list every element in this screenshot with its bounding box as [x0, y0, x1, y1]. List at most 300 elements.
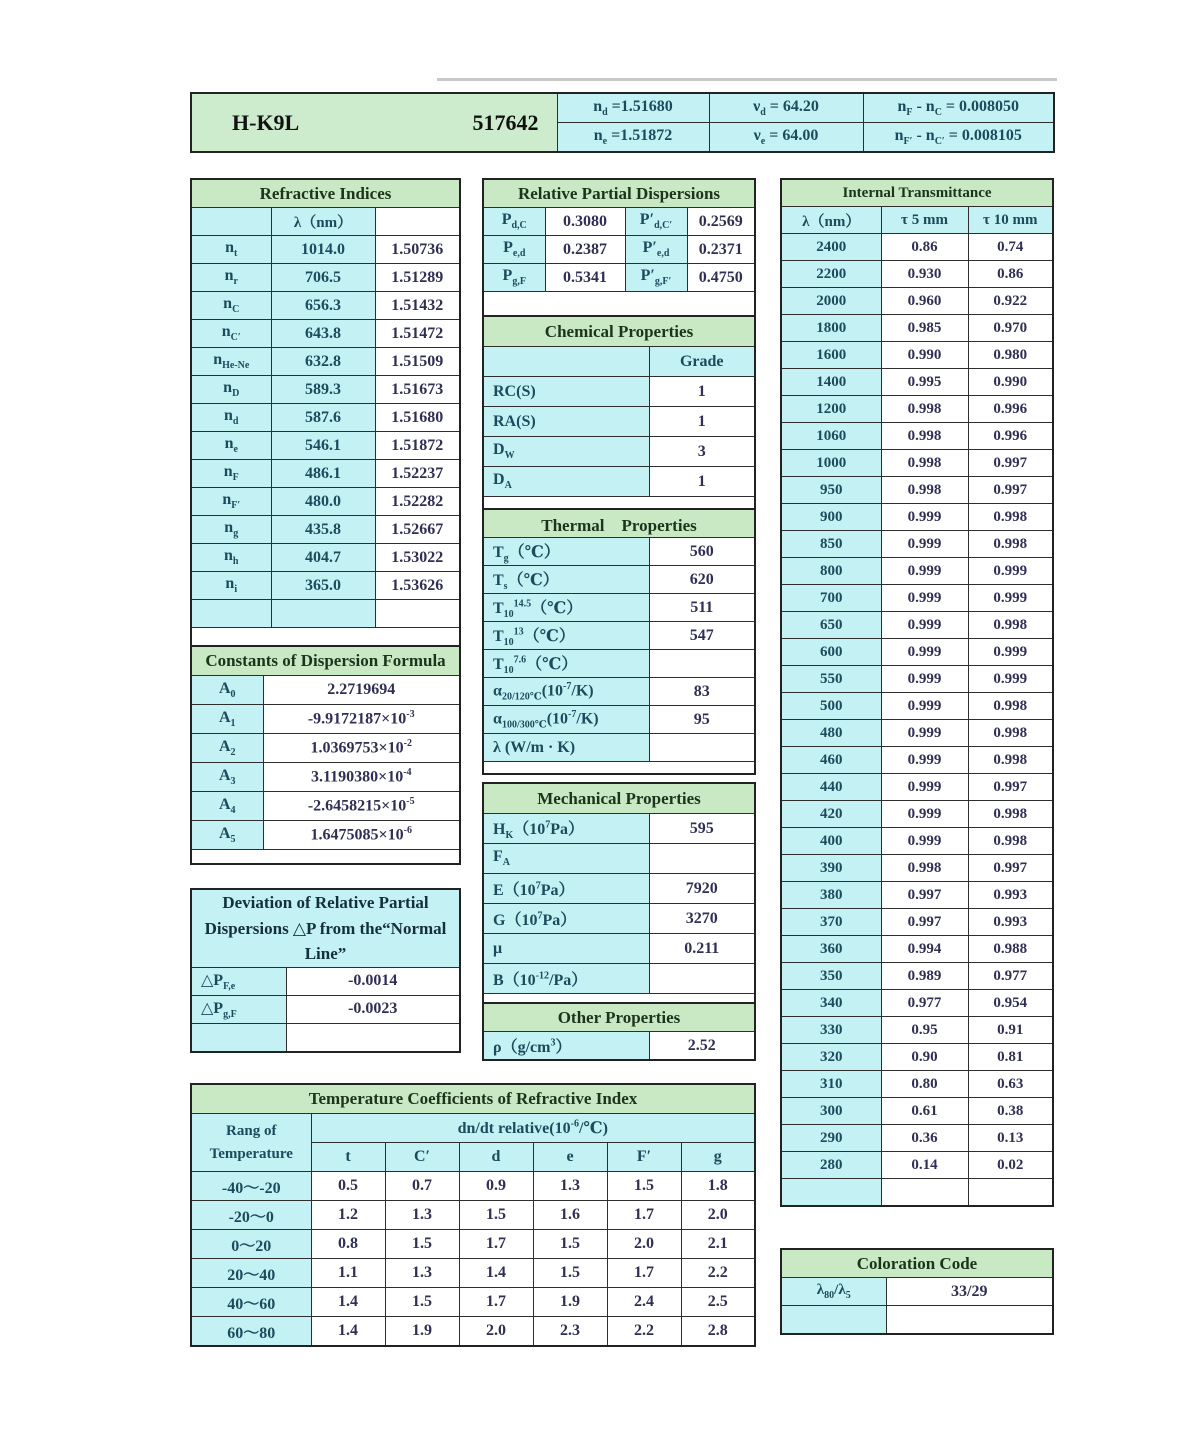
table-cell: 1.7 [607, 1259, 681, 1288]
table-cell [649, 650, 755, 678]
table-cell: 1.7 [459, 1230, 533, 1259]
table-cell: 0.95 [881, 1017, 968, 1044]
table-cell: 95 [649, 706, 755, 734]
table-row [483, 734, 755, 762]
table-row [191, 600, 460, 628]
table-row [781, 963, 1053, 990]
table-row [483, 1032, 755, 1061]
table-cell: $n_{F'}$ [191, 488, 271, 516]
section-title: Chemical Properties [483, 316, 755, 347]
table-row [781, 315, 1053, 342]
table-cell: 290 [781, 1125, 881, 1152]
table-cell: 1 [649, 377, 755, 407]
table-row [191, 292, 460, 320]
table-cell: 587.6 [271, 404, 375, 432]
table-cell: 1400 [781, 369, 881, 396]
table-row [191, 404, 460, 432]
table-row [781, 801, 1053, 828]
table-cell: 0.998 [881, 423, 968, 450]
table-cell: 1.50736 [375, 236, 460, 264]
table-row [781, 990, 1053, 1017]
table-row [781, 1125, 1053, 1152]
table-cell: 1.9 [533, 1288, 607, 1317]
table-row [483, 650, 755, 678]
mechanical-properties-section [482, 782, 756, 1007]
table-row [191, 264, 460, 292]
table-cell: -0.0023 [286, 995, 460, 1023]
table-cell: $P'_{e,d}$ [625, 236, 687, 264]
table-cell: 1.52667 [375, 516, 460, 544]
table-cell: $-9.9172187\times 10^{-3}$ [263, 705, 460, 734]
table-cell: 1.51872 [375, 432, 460, 460]
table-cell: 0.74 [968, 234, 1053, 261]
table-row [191, 516, 460, 544]
table-row [191, 1172, 755, 1201]
table-cell: 0.999 [881, 720, 968, 747]
table-cell: 0.998 [881, 477, 968, 504]
table-row [191, 792, 460, 821]
dndt-header: dn/dt $relative(10^{-6}/℃)$ [311, 1114, 755, 1143]
table-row [191, 705, 460, 734]
table-row [483, 377, 755, 407]
table-cell: $A_4$ [191, 792, 263, 821]
table-cell: 0.998 [881, 396, 968, 423]
section-title: Other Properties [483, 1003, 755, 1032]
table-cell: 950 [781, 477, 881, 504]
table-cell: $G(10^7Pa)$ [483, 904, 649, 934]
table-row [781, 1017, 1053, 1044]
table-row [781, 342, 1053, 369]
table-cell: 0.997 [881, 882, 968, 909]
table-cell: 0.997 [968, 450, 1053, 477]
table-row [483, 594, 755, 622]
table-row [781, 828, 1053, 855]
table-cell: $P'_{d,C'}$ [625, 208, 687, 236]
table-cell: 0.999 [881, 639, 968, 666]
table-cell: 0.90 [881, 1044, 968, 1071]
table-row [191, 320, 460, 348]
table-cell: 850 [781, 531, 881, 558]
table-cell: $n_t$ [191, 236, 271, 264]
table-cell: 1.3 [385, 1259, 459, 1288]
table-cell: 0.985 [881, 315, 968, 342]
table-cell: 0.9 [459, 1172, 533, 1201]
table-row [191, 93, 1054, 123]
grade-header: Grade [649, 347, 755, 377]
table-cell: 2.2 [681, 1259, 755, 1288]
table-row [191, 432, 460, 460]
table-row [781, 504, 1053, 531]
table-cell: 2400 [781, 234, 881, 261]
table-cell: 320 [781, 1044, 881, 1071]
table-cell: $n_C$ [191, 292, 271, 320]
table-cell: 1.5 [533, 1230, 607, 1259]
table-cell: 420 [781, 801, 881, 828]
table-cell: 0.922 [968, 288, 1053, 315]
table-cell: 2.52 [649, 1032, 755, 1061]
table-cell: $\triangle P_{g,F}$ [191, 995, 286, 1023]
table-cell: 1.51289 [375, 264, 460, 292]
table-cell: 0.999 [968, 585, 1053, 612]
table-row [781, 369, 1053, 396]
table-row [191, 1230, 755, 1259]
table-cell: 20～40 [191, 1259, 311, 1288]
table-cell: 1.4 [311, 1317, 385, 1347]
table-cell: 706.5 [271, 264, 375, 292]
table-cell: 1800 [781, 315, 881, 342]
table-cell [968, 1179, 1053, 1207]
table-row [781, 1179, 1053, 1207]
table-cell: 360 [781, 936, 881, 963]
table-row [483, 316, 755, 347]
table-row [191, 646, 460, 676]
lambda-header: λ（nm） [781, 207, 881, 234]
table-cell: $n_D$ [191, 376, 271, 404]
table-row [191, 1201, 755, 1230]
table-cell: -0.0014 [286, 967, 460, 995]
table-cell: 0.999 [881, 747, 968, 774]
section-title: Internal Transmittance [781, 179, 1053, 207]
table-cell: 0.997 [968, 774, 1053, 801]
table-cell: $P_{d,C}$ [483, 208, 545, 236]
table-row [781, 207, 1053, 234]
abbe-ve-value: $\nu_e = 64.00$ [709, 123, 863, 153]
table-cell: 0.998 [968, 531, 1053, 558]
table-cell: 0.999 [881, 693, 968, 720]
table-cell: $n_{C'}$ [191, 320, 271, 348]
table-row [483, 814, 755, 844]
table-cell: 1000 [781, 450, 881, 477]
table-row [191, 236, 460, 264]
table-row [483, 934, 755, 964]
table-cell: 1.53626 [375, 572, 460, 600]
table-cell: 0.999 [881, 828, 968, 855]
table-cell: 0.998 [968, 612, 1053, 639]
table-cell: 300 [781, 1098, 881, 1125]
table-cell: 2.2719694 [263, 676, 460, 705]
table-cell: 0.993 [968, 882, 1053, 909]
table-cell: 0.977 [968, 963, 1053, 990]
table-row [781, 477, 1053, 504]
table-row [483, 264, 755, 292]
section-title: Mechanical Properties [483, 783, 755, 814]
table-cell: $\alpha_{100/300℃}(10^{-7}/K)$ [483, 706, 649, 734]
table-cell: 2.0 [607, 1230, 681, 1259]
table-cell: 0.980 [968, 342, 1053, 369]
coloration-code-section [780, 1248, 1054, 1335]
table-cell: 0.997 [968, 855, 1053, 882]
table-cell: $B(10^{-12}/Pa)$ [483, 964, 649, 994]
table-cell: 310 [781, 1071, 881, 1098]
table-cell: 0.999 [968, 666, 1053, 693]
table-cell [375, 600, 460, 628]
tau10-header: τ 10 mm [968, 207, 1053, 234]
table-cell: $n_F$ [191, 460, 271, 488]
table-cell: μ [483, 934, 649, 964]
table-cell: 3 [649, 437, 755, 467]
table-row [781, 666, 1053, 693]
table-cell: 0.80 [881, 1071, 968, 1098]
table-row [483, 509, 755, 538]
table-cell: 632.8 [271, 348, 375, 376]
table-cell: 0.2569 [687, 208, 755, 236]
chemical-properties-section [482, 315, 756, 512]
table-row [483, 762, 755, 775]
table-cell [191, 1023, 286, 1052]
table-row [483, 1003, 755, 1032]
table-cell: 656.3 [271, 292, 375, 320]
table-row [781, 288, 1053, 315]
table-row [191, 889, 460, 967]
table-row [781, 855, 1053, 882]
table-cell: 900 [781, 504, 881, 531]
table-cell: $n_e$ [191, 432, 271, 460]
table-row [781, 747, 1053, 774]
table-cell: 390 [781, 855, 881, 882]
table-cell: 435.8 [271, 516, 375, 544]
table-cell: 1.3 [385, 1201, 459, 1230]
table-cell: 1.51680 [375, 404, 460, 432]
table-row [781, 531, 1053, 558]
table-cell: 0.7 [385, 1172, 459, 1201]
table-cell: 0.61 [881, 1098, 968, 1125]
table-row [483, 844, 755, 874]
table-cell: 2200 [781, 261, 881, 288]
table-cell: 550 [781, 666, 881, 693]
line-header-e: e [533, 1143, 607, 1172]
table-row [191, 179, 460, 208]
table-cell: 0.02 [968, 1152, 1053, 1179]
temperature-coefficients-section [190, 1083, 756, 1347]
table-cell: 1.1 [311, 1259, 385, 1288]
section-title: Constants of Dispersion Formula [191, 646, 460, 676]
table-row [483, 904, 755, 934]
table-cell: 2.4 [607, 1288, 681, 1317]
table-cell: 0.998 [968, 801, 1053, 828]
table-cell: 1.3 [533, 1172, 607, 1201]
table-cell: 0.998 [968, 828, 1053, 855]
table-cell: 0.999 [881, 504, 968, 531]
table-cell: 2.0 [681, 1201, 755, 1230]
table-cell: 40～60 [191, 1288, 311, 1317]
table-cell: 1.53022 [375, 544, 460, 572]
table-row [191, 1288, 755, 1317]
table-cell: 0.999 [881, 558, 968, 585]
table-cell: 0.990 [881, 342, 968, 369]
table-cell: 0.977 [881, 990, 968, 1017]
table-cell: 0.8 [311, 1230, 385, 1259]
section-title: Relative Partial Dispersions [483, 179, 755, 208]
table-cell: 1.8 [681, 1172, 755, 1201]
table-row [781, 936, 1053, 963]
table-cell: 547 [649, 622, 755, 650]
table-cell: 1 [649, 407, 755, 437]
table-cell: $T_{10}^{14.5}(℃)$ [483, 594, 649, 622]
table-cell: 1.51509 [375, 348, 460, 376]
table-cell [649, 964, 755, 994]
table-cell: $T_g(℃)$ [483, 538, 649, 566]
table-row [483, 538, 755, 566]
table-cell [881, 1179, 968, 1207]
table-row [191, 376, 460, 404]
table-row [781, 1306, 1053, 1335]
table-cell: 1.7 [459, 1288, 533, 1317]
line-header-d: d [459, 1143, 533, 1172]
table-cell: -40～-20 [191, 1172, 311, 1201]
table-row [191, 1259, 755, 1288]
table-cell: RA(S) [483, 407, 649, 437]
table-cell: 0.91 [968, 1017, 1053, 1044]
table-row [781, 882, 1053, 909]
line-header-t: t [311, 1143, 385, 1172]
table-cell: $A_1$ [191, 705, 263, 734]
table-row [483, 678, 755, 706]
table-cell: 340 [781, 990, 881, 1017]
table-row [781, 1249, 1053, 1278]
line-header-f: F′ [607, 1143, 681, 1172]
nf-nc-value: $n_F - n_C = 0.008050$ [863, 93, 1054, 123]
table-cell: 365.0 [271, 572, 375, 600]
table-cell: 0.930 [881, 261, 968, 288]
table-cell: 0.211 [649, 934, 755, 964]
table-row [781, 909, 1053, 936]
table-cell: 2.2 [607, 1317, 681, 1347]
table-cell: 500 [781, 693, 881, 720]
table-row [781, 639, 1053, 666]
table-row [483, 236, 755, 264]
table-cell: 0.4750 [687, 264, 755, 292]
table-row [191, 1023, 460, 1052]
table-cell: 0.997 [968, 477, 1053, 504]
spacer-cell [483, 762, 755, 775]
table-cell: $A_0$ [191, 676, 263, 705]
table-cell: $E(10^7Pa)$ [483, 874, 649, 904]
table-cell [649, 844, 755, 874]
table-row [781, 1071, 1053, 1098]
table-cell: 2.5 [681, 1288, 755, 1317]
table-cell: 546.1 [271, 432, 375, 460]
table-cell: $A_3$ [191, 763, 263, 792]
table-row [483, 179, 755, 208]
table-cell: $T_{10}^{13}(℃)$ [483, 622, 649, 650]
table-cell: 0.14 [881, 1152, 968, 1179]
table-cell: 0.989 [881, 963, 968, 990]
table-cell: 1 [649, 467, 755, 497]
table-cell: 2.8 [681, 1317, 755, 1347]
table-row [191, 460, 460, 488]
table-row [781, 234, 1053, 261]
table-cell: 0.998 [968, 747, 1053, 774]
table-cell: 0.999 [881, 531, 968, 558]
table-cell: 600 [781, 639, 881, 666]
table-cell: $F_A$ [483, 844, 649, 874]
table-cell: 480 [781, 720, 881, 747]
table-cell: RC(S) [483, 377, 649, 407]
table-cell: 0.999 [881, 612, 968, 639]
nf2-nc2-value: $n_{F'} - n_{C'} = 0.008105$ [863, 123, 1054, 153]
table-row [483, 407, 755, 437]
table-cell: 700 [781, 585, 881, 612]
table-cell: $n_h$ [191, 544, 271, 572]
table-cell: 0.999 [881, 774, 968, 801]
table-cell: 2.3 [533, 1317, 607, 1347]
table-cell: 0.998 [968, 720, 1053, 747]
table-cell [886, 1306, 1053, 1335]
table-cell: $D_A$ [483, 467, 649, 497]
table-row [781, 423, 1053, 450]
table-row [781, 612, 1053, 639]
table-cell: 330 [781, 1017, 881, 1044]
table-cell: 0.998 [881, 855, 968, 882]
table-cell: 0.63 [968, 1071, 1053, 1098]
table-cell: $n_r$ [191, 264, 271, 292]
table-cell: $P_{g,F}$ [483, 264, 545, 292]
table-cell: $\triangle P_{F,e}$ [191, 967, 286, 995]
table-cell: $n_{He-Ne}$ [191, 348, 271, 376]
table-row [781, 450, 1053, 477]
table-cell: 1.2 [311, 1201, 385, 1230]
table-cell: 0～20 [191, 1230, 311, 1259]
glass-name-cell [191, 93, 557, 152]
glass-name: H-K9L [232, 109, 300, 135]
table-cell: 2000 [781, 288, 881, 315]
table-row [483, 467, 755, 497]
table-cell: 2.1 [681, 1230, 755, 1259]
ne-value: $n_e =1.51872$ [557, 123, 709, 153]
table-cell: 0.13 [968, 1125, 1053, 1152]
table-cell: 404.7 [271, 544, 375, 572]
table-cell: 370 [781, 909, 881, 936]
table-cell: 280 [781, 1152, 881, 1179]
table-cell [191, 600, 271, 628]
table-cell: $n_d$ [191, 404, 271, 432]
table-cell: $P_{e,d}$ [483, 236, 545, 264]
table-cell: 0.36 [881, 1125, 968, 1152]
table-cell: 0.3080 [545, 208, 625, 236]
table-cell: 0.2371 [687, 236, 755, 264]
table-cell: 0.38 [968, 1098, 1053, 1125]
table-row [191, 734, 460, 763]
table-row [191, 676, 460, 705]
table-row [191, 572, 460, 600]
table-cell: 620 [649, 566, 755, 594]
table-cell: $H_K(10^7Pa)$ [483, 814, 649, 844]
table-cell: 1.51673 [375, 376, 460, 404]
table-cell: 0.999 [881, 585, 968, 612]
section-title: Thermal Properties [483, 509, 755, 538]
table-cell: 0.5 [311, 1172, 385, 1201]
dispersion-constants-section [190, 645, 461, 865]
table-cell: 595 [649, 814, 755, 844]
section-title: Deviation of Relative Partial Dispersions △P from the“Normal Line” [191, 889, 460, 967]
table-cell: 7920 [649, 874, 755, 904]
deviation-section [190, 888, 461, 1053]
table-cell: 560 [649, 538, 755, 566]
table-cell: 1.5 [533, 1259, 607, 1288]
table-cell: 1.7 [607, 1201, 681, 1230]
table-cell: $T_s(℃)$ [483, 566, 649, 594]
table-row [483, 566, 755, 594]
table-cell: 1014.0 [271, 236, 375, 264]
table-cell: 0.993 [968, 909, 1053, 936]
table-cell: 0.970 [968, 315, 1053, 342]
section-title: Temperature Coefficients of Refractive Index [191, 1084, 755, 1114]
table-cell: 2.0 [459, 1317, 533, 1347]
table-cell: $P'_{g,F'}$ [625, 264, 687, 292]
table-row [191, 995, 460, 1023]
table-cell: 380 [781, 882, 881, 909]
table-cell: 643.8 [271, 320, 375, 348]
